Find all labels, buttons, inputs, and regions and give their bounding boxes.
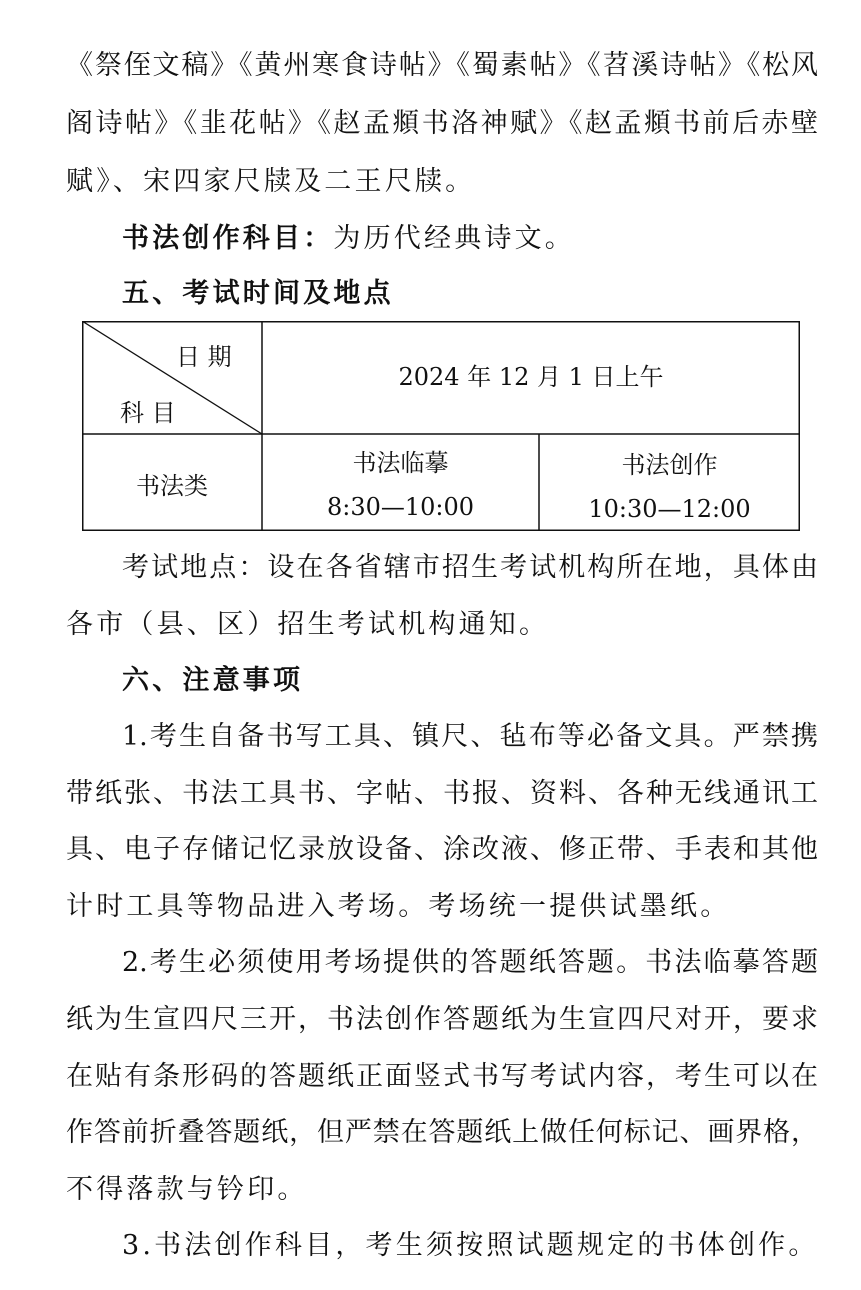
exam-location-line-1: 考试地点：设在各省辖市招生考试机构所在地，具体由 (122, 552, 818, 583)
creation-subject-label: 书法创作科目： (122, 223, 334, 254)
note-1-line-2: 带纸张、书法工具书、字帖、书报、资料、各种无线通讯工 (66, 778, 818, 809)
copybook-list-line-1: 《祭侄文稿》《黄州寒食诗帖》《蜀素帖》《苕溪诗帖》《松风 (66, 50, 818, 81)
header-subject-label: 科 目 (120, 399, 176, 427)
creation-subject-text: 为历代经典诗文。 (333, 223, 576, 254)
exam-location-line-2: 各市（县、区）招生考试机构通知。 (66, 609, 550, 640)
category-cell: 书法类 (136, 472, 208, 500)
note-2-line-3: 在贴有条形码的答题纸正面竖式书写考试内容，考生可以在 (66, 1061, 818, 1092)
session-1-name: 书法临摹 (352, 449, 449, 477)
note-2-line-2: 纸为生宣四尺三开，书法创作答题纸为生宣四尺对开，要求 (66, 1004, 818, 1035)
note-1-line-4: 计时工具等物品进入考场。考场统一提供试墨纸。 (66, 891, 731, 922)
exam-schedule-table (82, 321, 800, 531)
note-2-line-4: 作答前折叠答题纸，但严禁在答题纸上做任何标记、画界格， (66, 1117, 818, 1148)
note-2-line-5: 不得落款与钤印。 (66, 1174, 308, 1205)
session-2-time: 10:30—12:00 (588, 495, 751, 523)
session-2-name: 书法创作 (621, 451, 718, 479)
session-1-time: 8:30—10:00 (326, 493, 475, 521)
note-1-line-1: 1.考生自备书写工具、镇尺、毡布等必备文具。严禁携 (122, 721, 818, 752)
note-1-line-3: 具、电子存储记忆录放设备、涂改液、修正带、手表和其他 (66, 834, 818, 865)
exam-date: 2024 年 12 月 1 日上午 (398, 363, 664, 391)
section-six-heading: 六、注意事项 (122, 665, 304, 696)
copybook-list-line-3: 赋》、宋四家尺牍及二王尺牍。 (66, 166, 476, 197)
creation-subject-line (122, 219, 818, 259)
note-3-line-1: 3.书法创作科目，考生须按照试题规定的书体创作。 (122, 1230, 819, 1261)
section-five-heading: 五、考试时间及地点 (122, 278, 394, 309)
header-date-label: 日 期 (176, 343, 232, 371)
note-2-line-1: 2.考生必须使用考场提供的答题纸答题。书法临摹答题 (122, 947, 818, 978)
copybook-list-line-2: 阁诗帖》《韭花帖》《赵孟頫书洛神赋》《赵孟頫书前后赤壁 (66, 108, 818, 139)
